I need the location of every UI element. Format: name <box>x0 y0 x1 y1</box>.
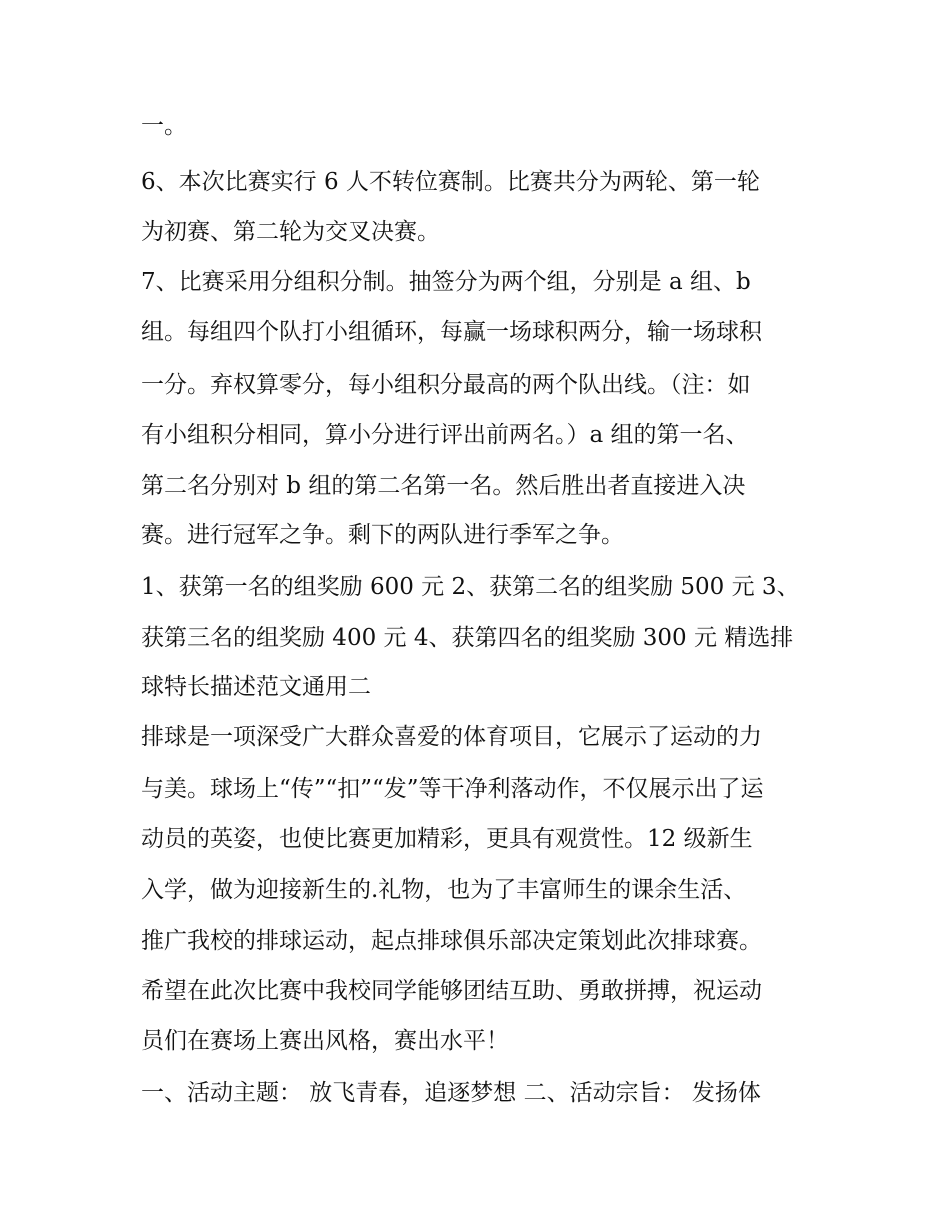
text-line-10: 1、获第一名的组奖励 600 元 2、获第二名的组奖励 500 元 3、 <box>141 574 800 600</box>
text-line-5: 组。每组四个队打小组循环，每赢一场球积两分，输一场球积 <box>141 319 762 345</box>
text-line-9: 赛。进行冠军之争。剩下的两队进行季军之争。 <box>141 522 624 548</box>
text-line-18: 希望在此次比赛中我校同学能够团结互助、勇敢拼搏，祝运动 <box>141 978 762 1004</box>
text-line-3: 为初赛、第二轮为交叉决赛。 <box>141 219 440 245</box>
text-line-17: 推广我校的排球运动，起点排球俱乐部决定策划此次排球赛。 <box>141 928 762 954</box>
text-line-20: 一、活动主题： 放飞青春，追逐梦想 二、活动宗旨： 发扬体 <box>141 1080 761 1106</box>
text-line-16: 入学，做为迎接新生的.礼物，也为了丰富师生的课余生活、 <box>141 877 747 903</box>
text-line-14: 与美。球场上“传”“扣”“发”等干净利落动作，不仅展示出了运 <box>141 776 764 802</box>
text-line-15: 动员的英姿，也使比赛更加精彩，更具有观赏性。12 级新生 <box>141 826 753 852</box>
text-line-8: 第二名分别对 b 组的第二名第一名。然后胜出者直接进入决 <box>141 473 746 499</box>
text-line-19: 员们在赛场上赛出风格，赛出水平！ <box>141 1028 509 1054</box>
text-line-7: 有小组积分相同，算小分进行评出前两名。）a 组的第一名、 <box>141 422 749 448</box>
text-line-11: 获第三名的组奖励 400 元 4、获第四名的组奖励 300 元 精选排 <box>141 625 794 651</box>
text-line-13: 排球是一项深受广大群众喜爱的体育项目，它展示了运动的力 <box>141 724 762 750</box>
text-line-2: 6、本次比赛实行 6 人不转位赛制。比赛共分为两轮、第一轮 <box>141 169 760 195</box>
text-line-4: 7、比赛采用分组积分制。抽签分为两个组，分别是 a 组、b <box>141 269 751 295</box>
text-line-12: 球特长描述范文通用二 <box>141 674 371 700</box>
text-line-6: 一分。弃权算零分，每小组积分最高的两个队出线。（注：如 <box>141 372 751 398</box>
text-line-1: 一。 <box>141 113 187 139</box>
